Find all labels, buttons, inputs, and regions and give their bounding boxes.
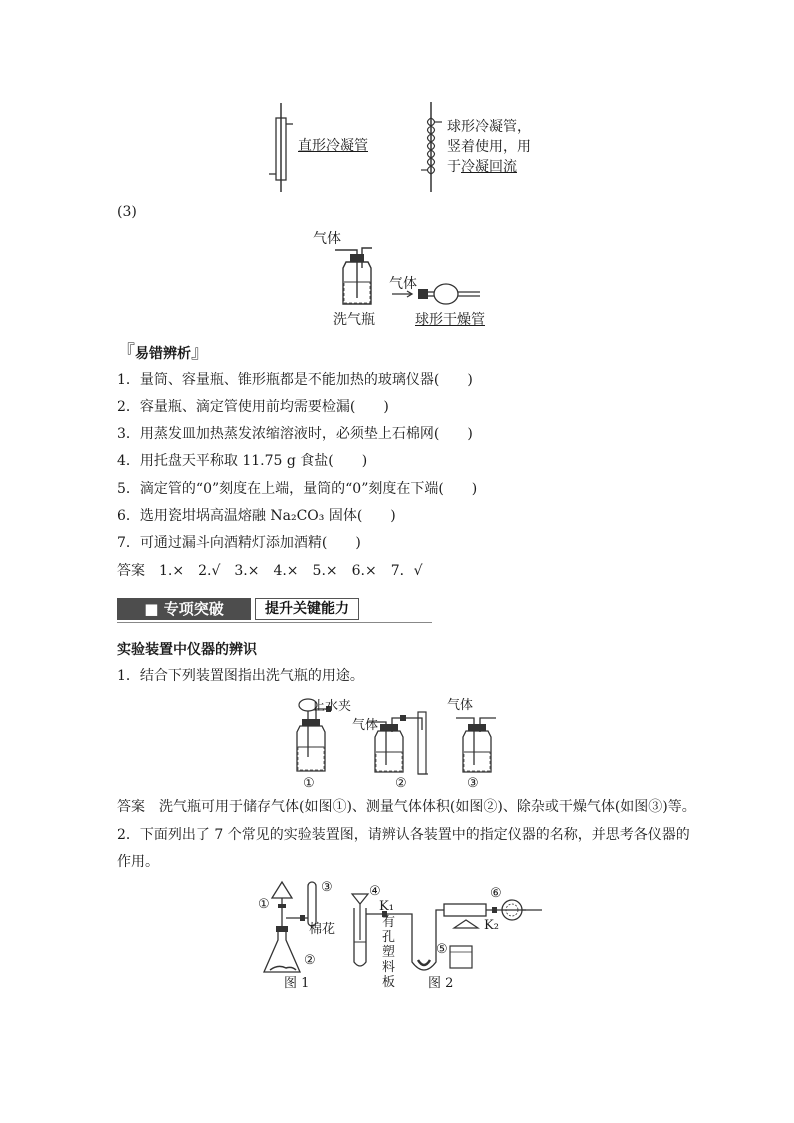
error-analysis-heading: 『易错辨析』 xyxy=(117,342,209,363)
drying-tube-label: 球形干燥管 xyxy=(415,312,485,328)
fig2-number-4: ④ xyxy=(369,884,381,899)
drying-tube-icon xyxy=(390,282,490,306)
fig1-number-1: ① xyxy=(303,776,315,791)
fig1-gas-label-right: 气体 xyxy=(447,698,474,713)
fig2-caption-2: 图 2 xyxy=(428,976,454,991)
fig2-number-1: ① xyxy=(258,897,270,912)
bulb-condenser-icon xyxy=(418,100,448,195)
fig2-number-3: ③ xyxy=(321,880,333,895)
question-2-line1: 2．下面列出了 7 个常见的实验装置图，请辨认各装置中的指定仪器的名称，并思考各仪器的 xyxy=(117,827,690,843)
fig2-plate-char-2: 孔 xyxy=(382,930,396,945)
wash-bottle-gas-label: 气体 xyxy=(313,231,341,247)
fig2-number-6: ⑥ xyxy=(490,886,502,901)
fig1-number-2: ② xyxy=(395,776,407,791)
straight-condenser-label: 直形冷凝管 xyxy=(298,138,368,154)
question-1: 1．结合下列装置图指出洗气瓶的用途。 xyxy=(117,668,364,684)
fig2-plate-char-3: 塑 xyxy=(382,945,396,960)
fig2-number-2: ② xyxy=(304,953,316,968)
wash-bottle-icon xyxy=(330,240,380,310)
fig1-gas-label-mid: 气体 xyxy=(352,718,379,733)
fig2-plate-char-1: 有 xyxy=(382,915,396,930)
fig2-k2-label: K₂ xyxy=(484,918,499,933)
topic-title: 实验装置中仪器的辨识 xyxy=(117,642,257,658)
fig2-number-5: ⑤ xyxy=(436,942,448,957)
section-banner-dark: ■ 专项突破 xyxy=(117,598,251,620)
wash-bottle-label: 洗气瓶 xyxy=(333,312,375,328)
error-item-1: 1．量筒、容量瓶、锥形瓶都是不能加热的玻璃仪器( ) xyxy=(117,372,473,388)
bulb-condenser-line3: 于冷凝回流 xyxy=(447,159,517,175)
fig2-k1-label: K₁ xyxy=(379,899,394,914)
drying-tube-gas-label: 气体 xyxy=(389,276,417,292)
fig2-plate-char-4: 料 xyxy=(382,960,396,975)
error-item-7: 7．可通过漏斗向酒精灯添加酒精( ) xyxy=(117,535,361,551)
fig2-caption-1: 图 1 xyxy=(284,976,310,991)
fig1-clamp-label: 止水夹 xyxy=(312,699,352,714)
error-item-4: 4．用托盘天平称取 11.75 g 食盐( ) xyxy=(117,453,368,469)
bulb-condenser-line1: 球形冷凝管， xyxy=(447,119,531,135)
section-banner xyxy=(117,598,432,623)
fig1-number-3: ③ xyxy=(467,776,479,791)
bulb-condenser-line2: 竖着使用，用 xyxy=(447,139,531,155)
wash-bottle-setup-3-icon xyxy=(452,710,502,778)
error-item-2: 2．容量瓶、滴定管使用前均需要检漏( ) xyxy=(117,399,389,415)
error-item-3: 3．用蒸发皿加热蒸发浓缩溶液时，必须垫上石棉网( ) xyxy=(117,426,473,442)
error-answer: 答案 1.× 2.√ 3.× 4.× 5.× 6.× 7．√ xyxy=(117,563,423,579)
part3-marker: (3) xyxy=(117,204,137,220)
fig2-cotton-label: 棉花 xyxy=(309,922,336,937)
question-2-line2: 作用。 xyxy=(117,854,159,870)
wash-bottle-setup-2-icon xyxy=(366,710,436,778)
straight-condenser-icon xyxy=(266,100,296,195)
section-banner-light: 提升关键能力 xyxy=(255,598,359,620)
fig2-plate-char-5: 板 xyxy=(382,975,396,990)
answer-1: 答案 洗气瓶可用于储存气体(如图①)、测量气体体积(如图②)、除杂或干燥气体(如图③)等。 xyxy=(117,799,696,815)
error-item-5: 5．滴定管的“0”刻度在上端，量筒的“0”刻度在下端( ) xyxy=(117,481,478,497)
error-item-6: 6．选用瓷坩埚高温熔融 Na₂CO₃ 固体( ) xyxy=(117,508,396,524)
